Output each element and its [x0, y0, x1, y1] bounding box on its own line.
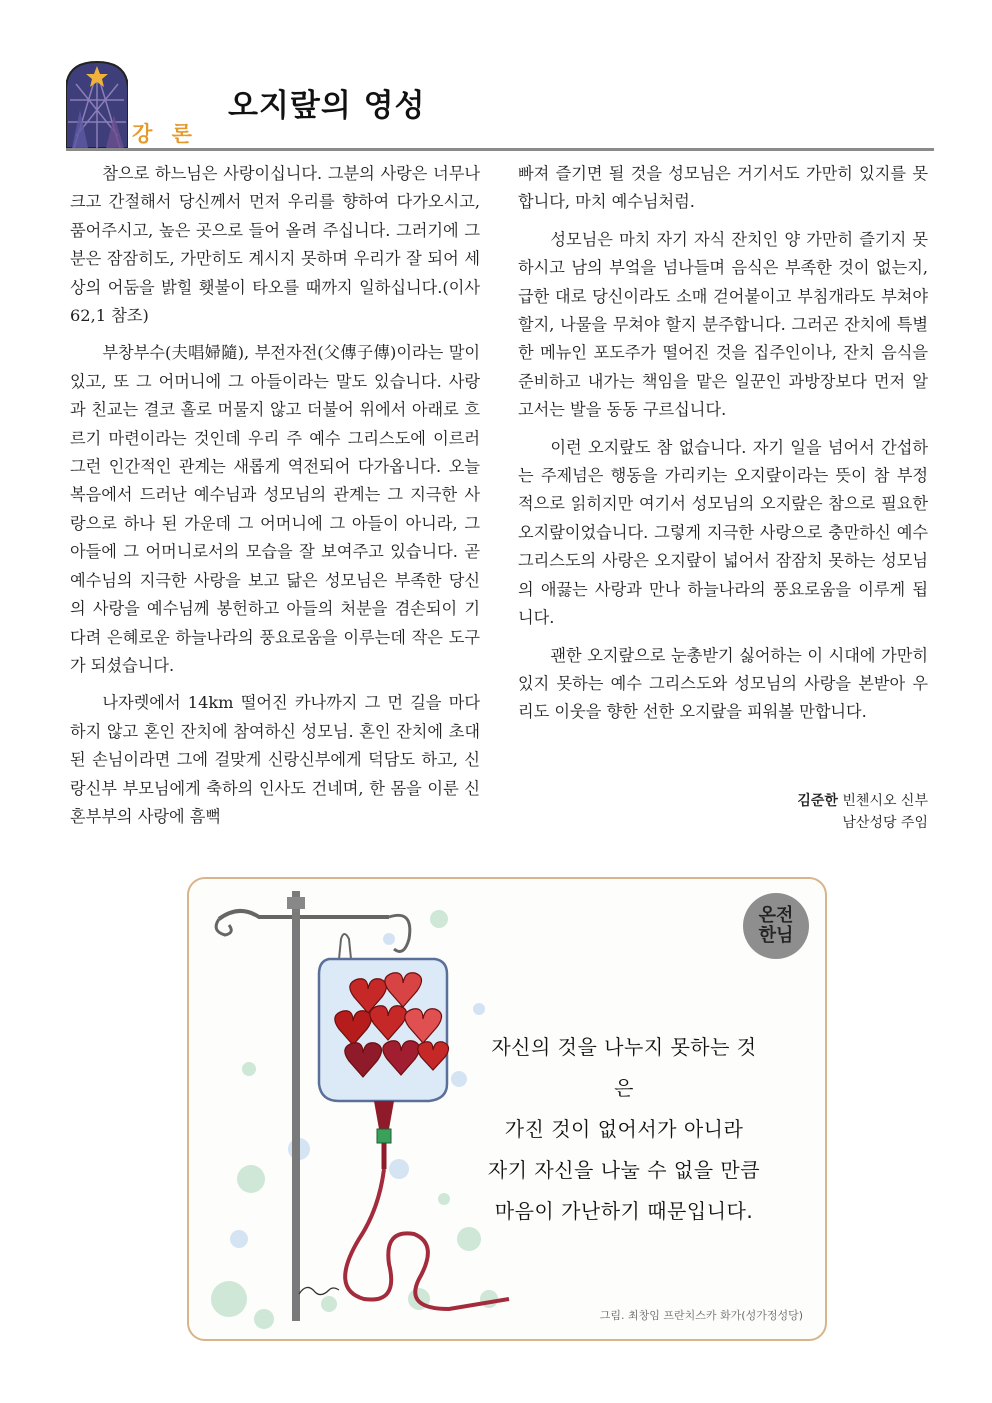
- paragraph: 참으로 하느님은 사랑이십니다. 그분의 사랑은 너무나 크고 간절해서 당신께서 먼저 우리를 향하여 다가오시고, 품어주시고, 높은 곳으로 들어 올려 주십니다. 그러기에 그분은 잠잠히도, 가만히도 계시지 못하며 우리가 잘 되어 세상의 어둠을 밝힐 횃불이 타오를 때까지 일하십니다.(이사 62,1 참조): [70, 164, 480, 326]
- paragraph-continued: 빠져 즐기면 될 것을 성모님은 거기서도 가만히 있지를 못합니다, 마치 예수님처럼.: [518, 164, 928, 212]
- quote-line: 자신의 것을 나누지 못하는 것은: [491, 1035, 757, 1100]
- paragraph: 부창부수(夫唱婦隨), 부전자전(父傳子傳)이라는 말이 있고, 또 그 어머니에 그 아들이라는 말도 있습니다. 사랑과 친교는 결코 홀로 머물지 않고 더불어 위에서 아래로 흐르기 마련이라는 것인데 우리 주 예수 그리스도에 이르러 그런 인간적인 관계는 새롭게 역전되어 다가옵니다. 오늘 복음에서 드러난 예수님과 성모님의 관계는 그 지극한 사랑으로 하나 된 가운데 그 어머니에 그 아들이 아니라, 그 아들에 그 어머니로서의 모습을 잘 보여주고 있습니다. 곧 예수님의 지극한 사랑을 보고 닮은 성모님은 부족한 당신의 사랑을 예수님께 봉헌하고 아들의 처분을 겸손되이 기다려 은혜로운 하늘나라의 풍요로움을 이루는데 작은 도구가 되셨습니다.: [70, 343, 480, 675]
- stamp-seal: 온전 한님: [743, 893, 809, 959]
- quote-line: 마음이 가난하기 때문입니다.: [494, 1199, 754, 1223]
- left-column: [70, 160, 480, 840]
- quote-line: 가진 것이 없어서가 아니라: [504, 1117, 744, 1141]
- quote-line: 자기 자신을 나눌 수 없을 만큼: [487, 1158, 761, 1182]
- paragraph: 성모님은 마치 자기 자식 잔치인 양 가만히 즐기지 못하시고 남의 부엌을 넘나들며 음식은 부족한 것이 없는지, 급한 대로 당신이라도 소매 걷어붙이고 부침개라도 부쳐야 할지, 나물을 무쳐야 할지 분주합니다. 그러곤 잔치에 특별한 메뉴인 포도주가 떨어진 것을 집주인이나, 잔치 음식을 준비하고 내가는 책임을 맡은 일꾼인 과방장보다 먼저 알고서는 발을 동동 구르십니다.: [518, 229, 928, 420]
- paragraph: 나자렛에서 14km 떨어진 카나까지 그 먼 길을 마다하지 않고 혼인 잔치에 참여하신 성모님. 혼인 잔치에 초대된 손님이라면 그에 걸맞게 신랑신부에게 덕담도 하고, 신랑신부 부모님에게 축하의 인사도 건네며, 한 몸을 이룬 신혼부부의 사랑에 흠뻑: [70, 693, 480, 826]
- author-title: 빈첸시오 신부: [842, 793, 928, 809]
- page-title: 오지랖의 영성: [228, 88, 426, 124]
- paragraph: 이런 오지랖도 참 없습니다. 자기 일을 넘어서 간섭하는 주제넘은 행동을 가리키는 오지랖이라는 뜻이 참 부정적으로 읽히지만 여기서 성모님의 오지랖은 참으로 필요한 오지랖이었습니다. 그렇게 지극한 사랑으로 충만하신 예수 그리스도의 사랑은 오지랖이 넓어서 잠잠치 못하는 성모님의 애끓는 사랑과 만나 하늘나라의 풍요로움을 이루게 됩니다.: [518, 437, 928, 628]
- stained-glass-emblem-icon: [66, 60, 128, 148]
- author-parish: 남산성당 주임: [842, 815, 928, 831]
- illustration-panel: [187, 877, 827, 1341]
- paragraph: 괜한 오지랖으로 눈총받기 싫어하는 이 시대에 가만히 있지 못하는 예수 그리스도와 성모님의 사랑을 본받아 우리도 이웃을 향한 선한 오지랖을 피워볼 만합니다.: [518, 645, 928, 722]
- section-label: 강 론: [132, 122, 198, 146]
- author-byline: [600, 790, 928, 834]
- illustration-quote: [484, 1027, 764, 1232]
- header-divider: [66, 148, 934, 151]
- author-name: 김준한: [797, 793, 838, 809]
- illustration-credit: 그림. 최창임 프란치스카 화가(성가정성당): [599, 1309, 803, 1322]
- right-column: [518, 160, 928, 736]
- article-header: [66, 60, 934, 152]
- artist-signature-icon: [299, 1287, 339, 1294]
